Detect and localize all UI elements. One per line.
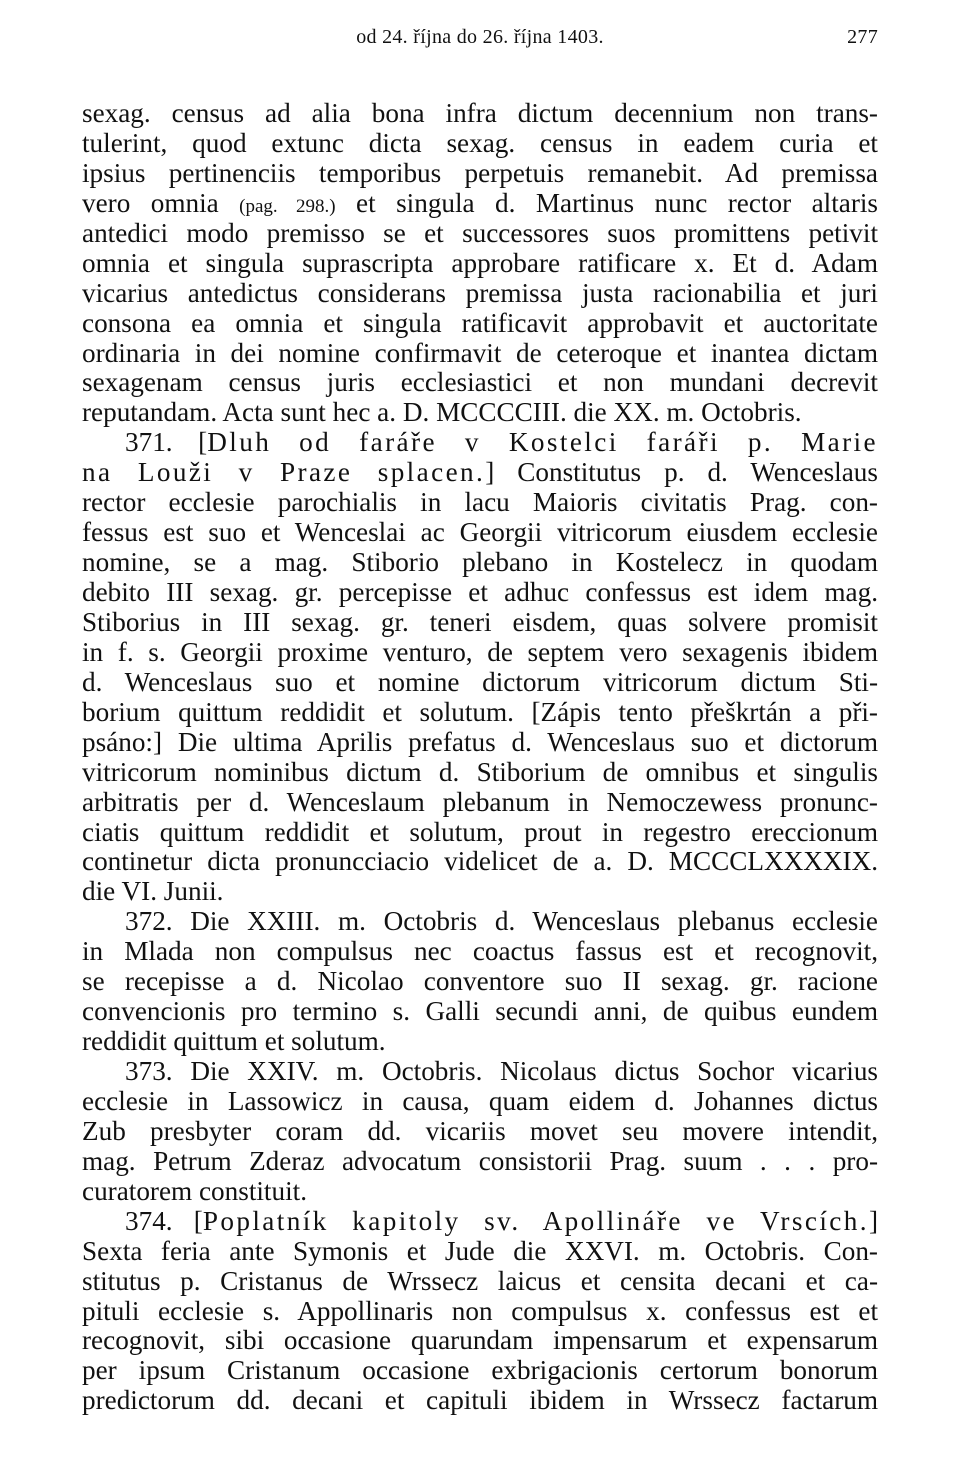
entry-heading-line: 372. Die XXIII. m. Octobris d. Wenceslaus plebanus ecclesie [125, 907, 878, 937]
text-line: in f. s. Georgii proxime venturo, de septem vero sexagenis ibidem [82, 637, 878, 667]
text-line: se recepisse a d. Nicolao conventore suo II sexag. gr. racione [82, 967, 878, 997]
text-line: d. Wenceslaus suo et nomine dictorum vitricorum dictum Sti- [82, 667, 878, 697]
text-line: ipsius pertinenciis temporibus perpetuis remanebit. Ad premissa [82, 158, 878, 188]
text-line: sexag. census ad alia bona infra dictum decennium non trans- [82, 99, 878, 128]
text-line: consona ea omnia et singula ratificavit approbavit et auctoritate [82, 308, 878, 338]
text-line: ciatis quittum reddidit et solutum, prout in regestro ereccionum [82, 817, 878, 847]
text-line: recognovit, sibi occasione quarundam impensarum et expensarum [82, 1326, 878, 1356]
body-text [82, 99, 878, 1416]
text-line: rector ecclesie parochialis in lacu Maioris civitatis Prag. con- [82, 488, 878, 518]
text-line: tulerint, quod extunc dicta sexag. census in eadem curia et [82, 128, 878, 158]
text-line: continetur dicta pronuncciacio videlicet de a. D. MCCCLXXXXIX. [82, 847, 878, 877]
entry-number: 374. [ [125, 1206, 203, 1236]
line-part: ] Constitutus p. d. Wenceslaus [485, 458, 878, 488]
entry-heading-line [82, 428, 878, 458]
text-line: vicarius antedictus considerans premissa justa racionabilia et juri [82, 278, 878, 308]
text-line: ecclesie in Lassowicz in causa, quam eidem d. Johannes dictus [82, 1086, 878, 1116]
text-line: mag. Petrum Zderaz advocatum consistorii Prag. suum . . . pro- [82, 1146, 878, 1176]
text-line: borium quittum reddidit et solutum. [Zápis tento přeškrtán a při- [82, 697, 878, 727]
text-line: antedici modo premisso se et successores suos promittens petivit [82, 218, 878, 248]
text-line: per ipsum Cristanum occasione exbrigacionis certorum bonorum [82, 1356, 878, 1386]
text-line: psáno:] Die ultima Aprilis prefatus d. Wenceslaus suo et dictorum [82, 727, 878, 757]
text-line: sexagenam census juris ecclesiastici et non mundani decrevit [82, 368, 878, 398]
entry-heading-line: 373. Die XXIV. m. Octobris. Nicolaus dictus Sochor vicarius [125, 1057, 878, 1086]
text-line: nomine, se a mag. Stiborio plebano in Kostelecz in quodam [82, 548, 878, 578]
text-line: Zub presbyter coram dd. vicariis movet seu movere intendit, [82, 1116, 878, 1146]
text-line [82, 189, 878, 219]
text-line: vitricorum nominibus dictum d. Stiborium de omnibus et singulis [82, 757, 878, 787]
text-line: curatorem constituit. [82, 1176, 307, 1206]
text-line [82, 458, 878, 488]
entry-title-spaced: na Louži v Praze splacen. [82, 458, 486, 488]
running-header [82, 26, 878, 56]
text-line: in Mlada non compulsus nec coactus fassus est et recognovit, [82, 937, 878, 967]
text-line: Sexta feria ante Symonis et Jude die XXVI. m. Octobris. Con- [82, 1236, 878, 1266]
text-line: predictorum dd. decani et capituli ibidem in Wrssecz factarum [82, 1386, 878, 1416]
text-line: debito III sexag. gr. percepisse et adhuc confessus est idem mag. [82, 578, 878, 607]
page-reference-note: (pag. 298.) [239, 195, 336, 217]
entry-number: 371. [ [125, 428, 208, 458]
text-line: reddidit quittum et solutum. [82, 1027, 386, 1057]
text-line: die VI. Junii. [82, 877, 224, 907]
text-line: stitutus p. Cristanus de Wrssecz laicus et censita decani et ca- [82, 1266, 878, 1296]
line-part: et singula d. Martinus nunc rector altaris [335, 188, 878, 218]
entry-heading-line [82, 1207, 878, 1237]
text-line: reputandam. Acta sunt hec a. D. MCCCCIII. die XX. m. Octobris. [82, 398, 802, 428]
text-line: ordinaria in dei nomine confirmavit de ceteroque et inantea dictam [82, 338, 878, 368]
text-line: convencionis pro termino s. Galli secundi anni, de quibus eundem [82, 997, 878, 1027]
text-line: fessus est suo et Wenceslai ac Georgii vitricorum eiusdem ecclesie [82, 518, 878, 548]
text-line: pituli ecclesie s. Appollinaris non compulsus x. confessus est et [82, 1296, 878, 1326]
text-line: arbitratis per d. Wenceslaum plebanum in Nemoczewess pronunc- [82, 787, 878, 817]
text-line: Stiborius in III sexag. gr. teneri eisdem, quas solvere promisit [82, 607, 878, 637]
entry-title-spaced: Poplatník kapitoly sv. Apollináře ve Vrscích. [202, 1206, 869, 1236]
header-title: od 24. října do 26. října 1403. [356, 26, 604, 48]
page-number: 277 [847, 26, 878, 48]
line-part: ] [868, 1206, 878, 1236]
text-line: omnia et singula suprascripta approbare ratificare x. Et d. Adam [82, 248, 878, 278]
line-part: vero omnia [82, 188, 240, 218]
entry-title-spaced: Dluh od faráře v Kostelci faráři p. Marie [207, 428, 878, 458]
